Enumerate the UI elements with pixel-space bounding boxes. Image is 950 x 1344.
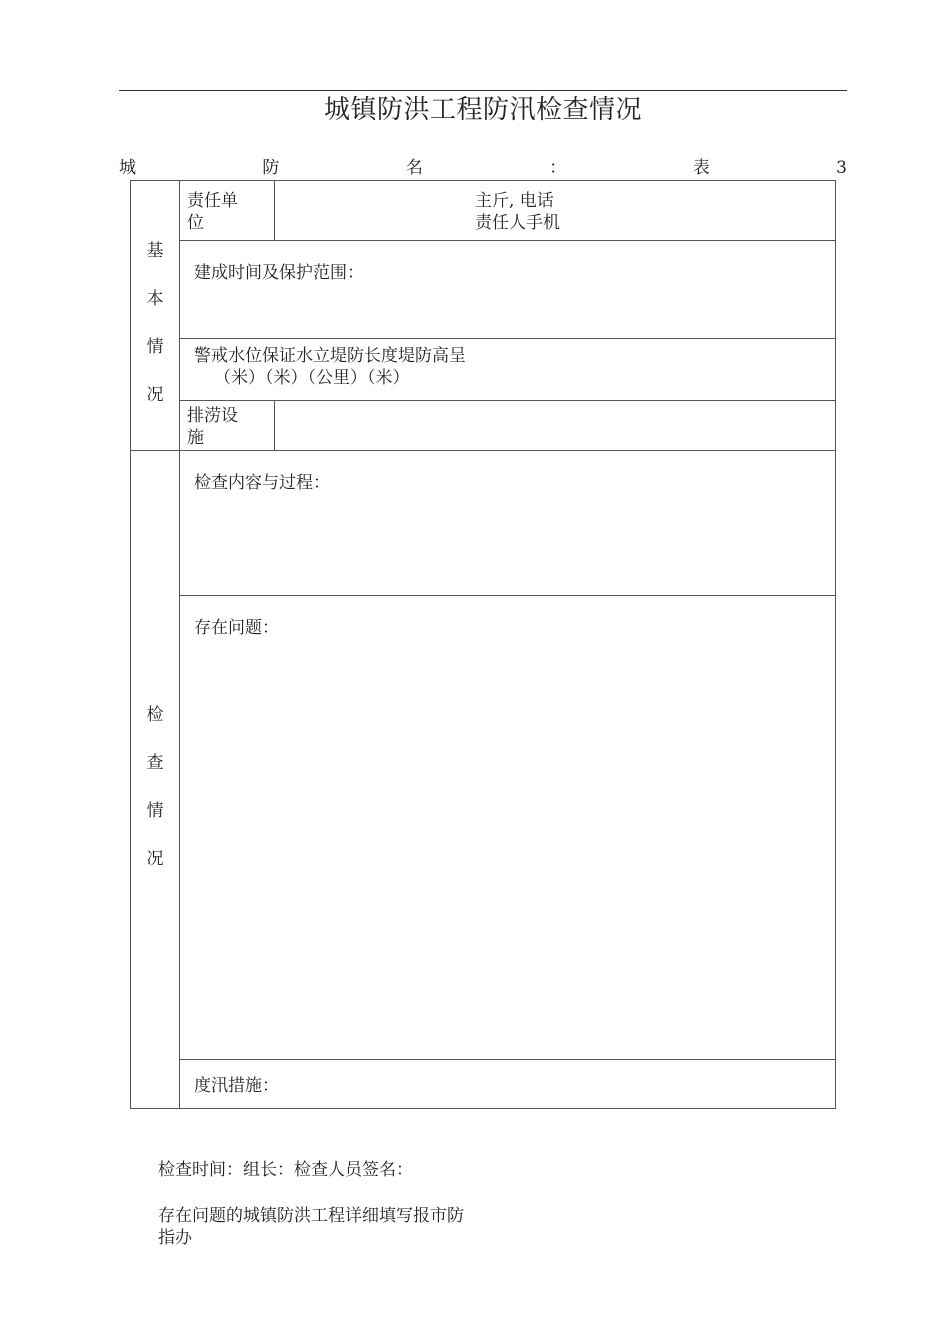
top-rule [119, 90, 847, 91]
form-subtitle [119, 157, 847, 179]
subtitle-char: 3 [836, 158, 847, 178]
submission-note [158, 1205, 464, 1249]
water-level-label-line: 警戒水位保证水立堤防长度堤防高呈 [194, 346, 466, 366]
section-label-char: 基 [146, 241, 164, 261]
basic-info-section-label [131, 227, 179, 419]
row-divider [179, 595, 835, 596]
drainage-cell-divider [274, 400, 275, 450]
water-level-units-line: （米）（米）（公里）（米） [214, 368, 410, 388]
flood-measures-label: 度汛措施： [194, 1076, 279, 1096]
submission-note-line: 存在问题的城镇防洪工程详细填写报市防 [158, 1206, 464, 1226]
responsible-unit-label [187, 190, 238, 234]
page-title: 城镇防洪工程防汛检查情况 [323, 95, 642, 125]
problems-label: 存在问题： [194, 618, 279, 638]
signature-line: 检查时间：组长：检查人员签名： [158, 1160, 413, 1180]
drainage-label-line: 排涝设 [187, 406, 238, 426]
drainage-facility-label [187, 405, 238, 449]
section-divider [131, 450, 835, 451]
row-divider [179, 400, 835, 401]
subtitle-char: 名 [405, 158, 423, 178]
submission-note-line: 指办 [158, 1228, 192, 1248]
build-time-label: 建成时间及保护范围： [194, 263, 364, 283]
section-label-char: 查 [146, 753, 164, 773]
responsible-unit-label-line: 位 [187, 213, 204, 233]
subtitle-char: 防 [262, 158, 280, 178]
subtitle-char: ： [549, 158, 567, 178]
contact-info [475, 190, 560, 234]
row-divider [179, 240, 835, 241]
section-label-char: 检 [146, 705, 164, 725]
section-label-char: 况 [146, 385, 164, 405]
drainage-label-line: 施 [187, 428, 204, 448]
row-divider [179, 1059, 835, 1060]
contact-info-line: 主斤, 电话 [475, 191, 554, 211]
subtitle-char: 表 [692, 158, 710, 178]
section-label-char: 情 [146, 801, 164, 821]
inspection-content-label: 检查内容与过程： [194, 473, 330, 493]
inspection-section-label [131, 691, 179, 883]
contact-info-line: 责任人手机 [475, 213, 560, 233]
section-label-char: 况 [146, 849, 164, 869]
subtitle-char: 城 [119, 158, 136, 178]
section-label-char: 情 [146, 337, 164, 357]
section-label-char: 本 [146, 289, 164, 309]
row-divider [179, 338, 835, 339]
inspection-form [130, 180, 836, 1109]
water-level-label [194, 345, 466, 389]
unit-cell-divider [274, 181, 275, 240]
responsible-unit-label-line: 责任单 [187, 191, 238, 211]
label-column-divider [179, 181, 180, 1108]
